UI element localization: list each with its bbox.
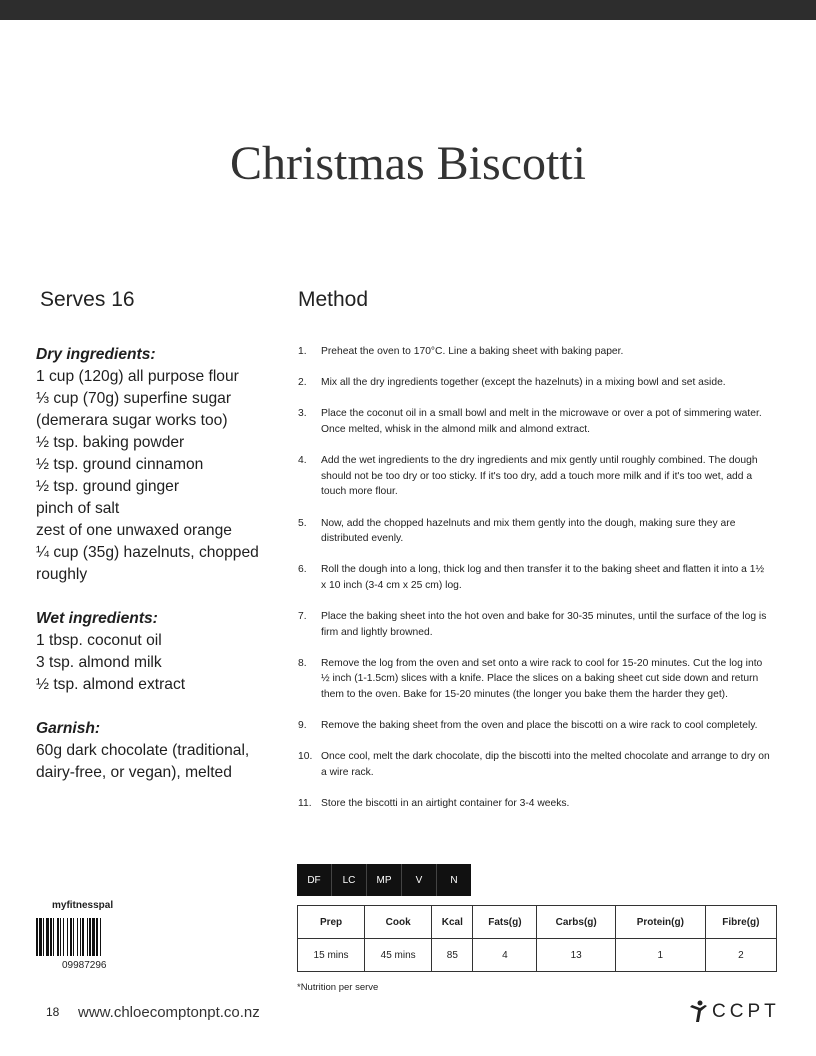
step-number: 3.	[298, 408, 307, 420]
nutrition-note: *Nutrition per serve	[297, 982, 379, 993]
nutrition-value-row	[298, 939, 777, 972]
step-text: Place the baking sheet into the hot oven and bake for 30-35 minutes, until the surface of the log is firm and lightly browned.	[321, 611, 767, 638]
step-number: 5.	[298, 517, 307, 529]
diet-tag-df: DF	[297, 864, 332, 896]
page-number: 18	[46, 1005, 60, 1019]
logo-text: CCPT	[712, 1001, 780, 1022]
nutrition-table	[297, 905, 777, 972]
step-text: Now, add the chopped hazelnuts and mix them gently into the dough, making sure they are distributed evenly.	[321, 517, 736, 545]
barcode-number: 09987296	[62, 960, 107, 971]
diet-tags	[297, 864, 471, 896]
step-number: 8.	[298, 657, 307, 669]
method-step	[298, 718, 770, 734]
nutrition-header: Kcal	[432, 906, 473, 939]
method-step	[298, 609, 770, 640]
method-step	[298, 749, 770, 780]
nutrition-value: 85	[432, 939, 473, 972]
diet-tag-v: V	[402, 864, 437, 896]
step-text: Mix all the dry ingredients together (except the hazelnuts) in a mixing bowl and set aside.	[321, 377, 726, 389]
method-step	[298, 453, 770, 500]
step-number: 9.	[298, 720, 307, 732]
ingredient-group-wet	[36, 608, 286, 696]
step-number: 10.	[298, 751, 313, 763]
ingredient-group-title: Dry ingredients:	[36, 346, 156, 363]
page-title: Christmas Biscotti	[229, 137, 586, 190]
ingredient-item: ½ tsp. almond extract	[36, 676, 186, 693]
step-text: Remove the log from the oven and set onto a wire rack to cool for 15-20 minutes. Cut the log into ½ inch (1-1.5cm) slices with a knife. Place the slices on a baking sheet cut side down and return them to the oven. Bake for 15-20 minutes (the longer you bake them the harder they get).	[321, 657, 763, 701]
ingredient-item: 1 tbsp. coconut oil	[36, 632, 162, 649]
ingredient-group-garnish	[36, 718, 286, 784]
step-text: Once cool, melt the dark chocolate, dip the biscotti into the melted chocolate and arrange to dry on a wire rack.	[321, 751, 770, 779]
method-step	[298, 796, 770, 812]
nutrition-header: Cook	[365, 906, 432, 939]
nutrition-header: Protein(g)	[615, 906, 705, 939]
top-bar	[0, 0, 816, 20]
ingredient-item: pinch of salt	[36, 500, 120, 517]
method-step	[298, 375, 770, 391]
nutrition-header: Prep	[298, 906, 365, 939]
step-number: 7.	[298, 611, 307, 623]
figure-icon	[688, 1000, 708, 1024]
step-number: 4.	[298, 455, 307, 467]
step-text: Place the coconut oil in a small bowl and melt in the microwave or over a pot of simmering water. Once melted, whisk in the almond milk and almond extract.	[321, 408, 762, 435]
nutrition-header: Fibre(g)	[705, 906, 776, 939]
website-link[interactable]: www.chloecomptonpt.co.nz	[78, 1004, 260, 1021]
nutrition-value: 2	[705, 939, 776, 972]
step-number: 2.	[298, 377, 307, 389]
nutrition-value: 1	[615, 939, 705, 972]
step-text: Remove the baking sheet from the oven and place the biscotti on a wire rack to cool completely.	[321, 720, 758, 732]
ingredient-item: ½ tsp. baking powder	[36, 434, 185, 451]
step-text: Roll the dough into a long, thick log and then transfer it to the baking sheet and flatten it into a 1½ x 10 inch (3-4 cm x 25 cm) log.	[321, 564, 765, 591]
barcode-icon	[36, 918, 140, 956]
diet-tag-mp: MP	[367, 864, 402, 896]
step-number: 11.	[298, 798, 312, 810]
diet-tag-lc: LC	[332, 864, 367, 896]
ingredient-group-title: Wet ingredients:	[36, 610, 158, 627]
method-step	[298, 562, 770, 593]
nutrition-value: 13	[537, 939, 615, 972]
myfitnesspal-label: myfitnesspal	[52, 900, 114, 911]
diet-tag-n: N	[437, 864, 471, 896]
ingredient-item: 3 tsp. almond milk	[36, 654, 162, 671]
nutrition-header: Carbs(g)	[537, 906, 615, 939]
ingredient-group-dry	[36, 344, 286, 586]
ingredient-item: ½ tsp. ground cinnamon	[36, 456, 204, 473]
nutrition-value: 15 mins	[298, 939, 365, 972]
ingredient-item: 60g dark chocolate (traditional, dairy-free, or vegan), melted	[36, 742, 250, 781]
ccpt-logo	[688, 1000, 780, 1024]
nutrition-value: 45 mins	[365, 939, 432, 972]
method-step	[298, 344, 770, 360]
method-heading: Method	[298, 288, 369, 311]
method-steps	[298, 344, 770, 827]
ingredient-item: zest of one unwaxed orange	[36, 522, 232, 539]
step-text: Store the biscotti in an airtight container for 3-4 weeks.	[321, 798, 570, 810]
nutrition-header-row	[298, 906, 777, 939]
ingredient-item: ¼ cup (35g) hazelnuts, chopped roughly	[36, 544, 259, 583]
ingredient-item: ⅓ cup (70g) superfine sugar (demerara sugar works too)	[36, 390, 232, 429]
ingredient-item: ½ tsp. ground ginger	[36, 478, 180, 495]
method-step	[298, 656, 770, 703]
step-number: 1.	[298, 346, 307, 357]
nutrition-value: 4	[473, 939, 537, 972]
nutrition-header: Fats(g)	[473, 906, 537, 939]
ingredient-group-title: Garnish:	[36, 720, 101, 737]
ingredients-list	[36, 344, 286, 806]
method-step	[298, 406, 770, 437]
serves-heading: Serves 16	[40, 288, 135, 311]
step-text: Add the wet ingredients to the dry ingredients and mix gently until roughly combined. The dough should not be too dry or too sticky. If it's too dry, add a touch more milk and if it's too wet, add a touch more flour.	[321, 455, 758, 498]
step-text: Preheat the oven to 170°C. Line a baking sheet with baking paper.	[321, 346, 624, 357]
ingredient-item: 1 cup (120g) all purpose flour	[36, 368, 239, 385]
step-number: 6.	[298, 564, 307, 576]
method-step	[298, 516, 770, 547]
